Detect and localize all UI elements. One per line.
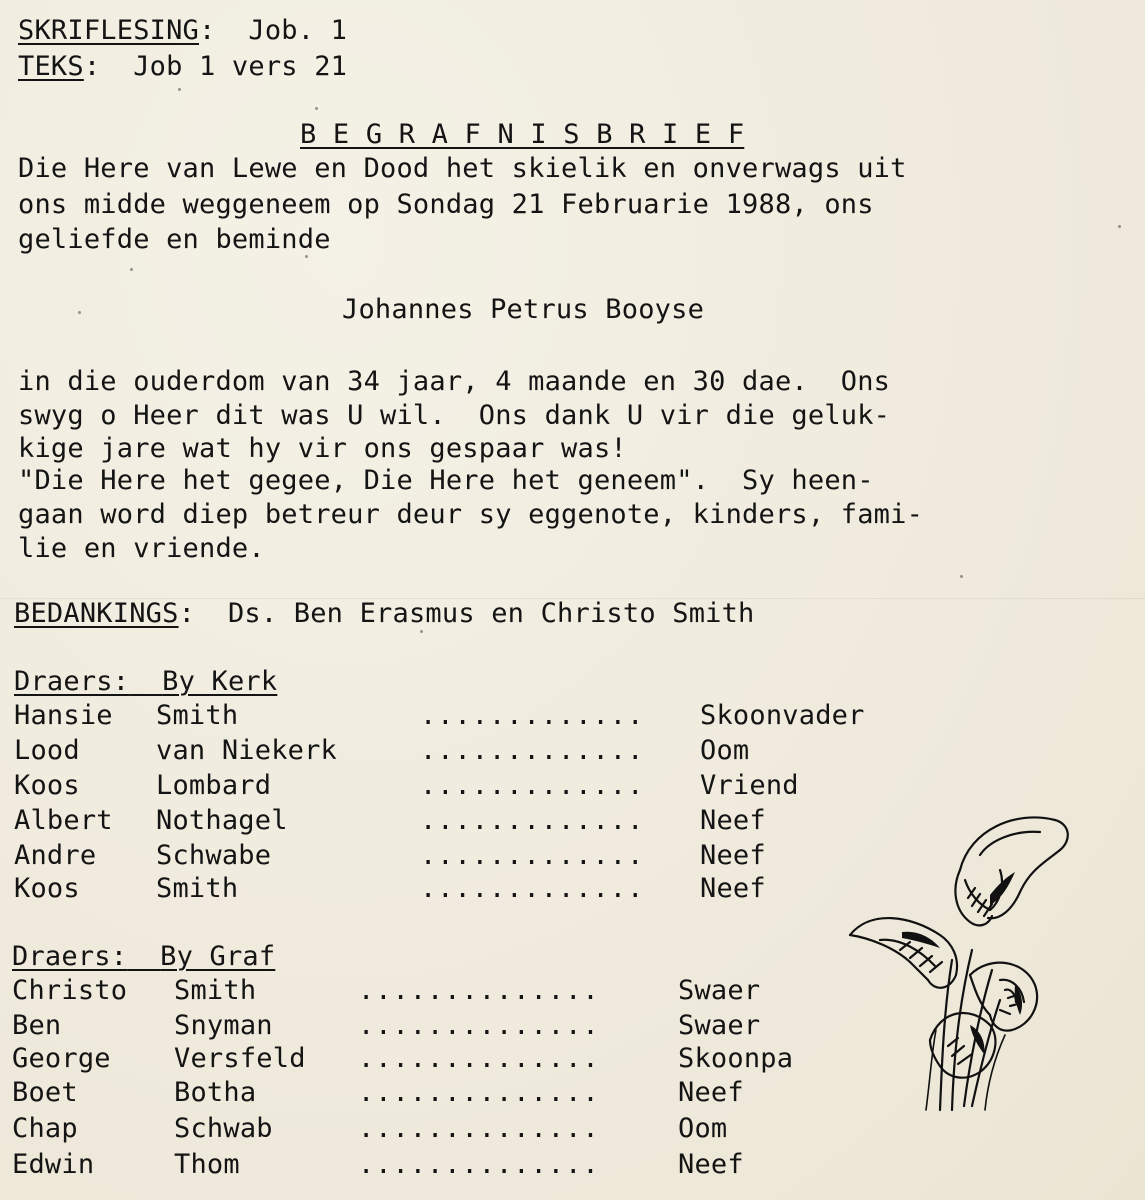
leader-dots: ..............: [358, 1043, 600, 1074]
body-line: in die ouderdom van 34 jaar, 4 maande en 30 dae. Ons: [18, 366, 891, 397]
bearer-first-name: Hansie: [14, 700, 113, 731]
bearer-last-name: Nothagel: [156, 805, 288, 836]
bearer-relation: Neef: [700, 805, 766, 836]
bearer-first-name: Koos: [14, 873, 80, 904]
bearer-relation: Oom: [700, 735, 750, 766]
bearer-relation: Vriend: [700, 770, 799, 801]
bearer-last-name: Schwabe: [156, 840, 272, 871]
intro-line: geliefde en beminde: [18, 224, 331, 255]
intro-line: ons midde weggeneem op Sondag 21 Februarie 1988, ons: [18, 189, 874, 220]
deceased-name: Johannes Petrus Booyse: [342, 294, 705, 325]
grave-bearers-heading: Draers: By Graf: [12, 941, 276, 972]
bearer-first-name: George: [12, 1043, 111, 1074]
text-value: Job 1 vers 21: [133, 51, 348, 82]
thanks-value: Ds. Ben Erasmus en Christo Smith: [227, 598, 755, 629]
bearer-first-name: Ben: [12, 1010, 62, 1041]
text-line: TEKS: Job 1 vers 21: [18, 51, 348, 82]
bearer-last-name: Versfeld: [174, 1043, 306, 1074]
body-line: lie en vriende.: [18, 533, 265, 564]
bearer-first-name: Boet: [12, 1077, 78, 1108]
page-title: B E G R A F N I S B R I E F: [300, 119, 745, 150]
text-label: TEKS: [18, 51, 84, 82]
bearer-first-name: Lood: [14, 735, 80, 766]
bearer-relation: Swaer: [678, 1010, 761, 1041]
leader-dots: ..............: [358, 1077, 600, 1108]
leader-dots: ..............: [358, 1113, 600, 1144]
bearer-relation: Neef: [700, 873, 766, 904]
leader-dots: ..............: [358, 1149, 600, 1180]
bearer-last-name: van Niekerk: [156, 735, 338, 766]
leader-dots: .............: [420, 770, 645, 801]
leader-dots: .............: [420, 735, 645, 766]
bearer-last-name: Smith: [174, 975, 257, 1006]
calla-lily-icon: [840, 810, 1085, 1120]
body-line: kige jare wat hy vir ons gespaar was!: [18, 433, 627, 464]
body-line: "Die Here het gegee, Die Here het geneem". Sy heen-: [18, 465, 874, 496]
bearer-last-name: Schwab: [174, 1113, 273, 1144]
thanks-label: BEDANKINGS: [14, 598, 179, 629]
leader-dots: .............: [420, 840, 645, 871]
bearer-relation: Oom: [678, 1113, 728, 1144]
bearer-first-name: Edwin: [12, 1149, 95, 1180]
bearer-relation: Neef: [678, 1077, 744, 1108]
bearer-relation: Swaer: [678, 975, 761, 1006]
bearer-first-name: Chap: [12, 1113, 78, 1144]
reading-label: SKRIFLESING: [18, 15, 200, 46]
leader-dots: .............: [420, 700, 645, 731]
body-line: gaan word diep betreur deur sy eggenote, kinders, fami-: [18, 499, 924, 530]
bearer-relation: Neef: [678, 1149, 744, 1180]
bearer-relation: Skoonpa: [678, 1043, 794, 1074]
church-bearers-heading: Draers: By Kerk: [14, 666, 278, 697]
intro-line: Die Here van Lewe en Dood het skielik en onverwags uit: [18, 153, 907, 184]
leader-dots: .............: [420, 805, 645, 836]
bearer-last-name: Smith: [156, 873, 239, 904]
bearer-relation: Skoonvader: [700, 700, 865, 731]
bearer-last-name: Botha: [174, 1077, 257, 1108]
bearer-first-name: Christo: [12, 975, 128, 1006]
bearer-last-name: Smith: [156, 700, 239, 731]
bearer-first-name: Albert: [14, 805, 113, 836]
thanks-line: BEDANKINGS: Ds. Ben Erasmus en Christo Smith: [14, 598, 755, 629]
bearer-relation: Neef: [700, 840, 766, 871]
reading-line: SKRIFLESING: Job. 1: [18, 15, 348, 46]
bearer-first-name: Koos: [14, 770, 80, 801]
leader-dots: .............: [420, 873, 645, 904]
body-line: swyg o Heer dit was U wil. Ons dank U vir die geluk-: [18, 400, 891, 431]
bearer-last-name: Lombard: [156, 770, 272, 801]
leader-dots: ..............: [358, 975, 600, 1006]
bearer-last-name: Thom: [174, 1149, 240, 1180]
leader-dots: ..............: [358, 1010, 600, 1041]
bearer-last-name: Snyman: [174, 1010, 273, 1041]
bearer-first-name: Andre: [14, 840, 97, 871]
reading-value: Job. 1: [248, 15, 348, 46]
